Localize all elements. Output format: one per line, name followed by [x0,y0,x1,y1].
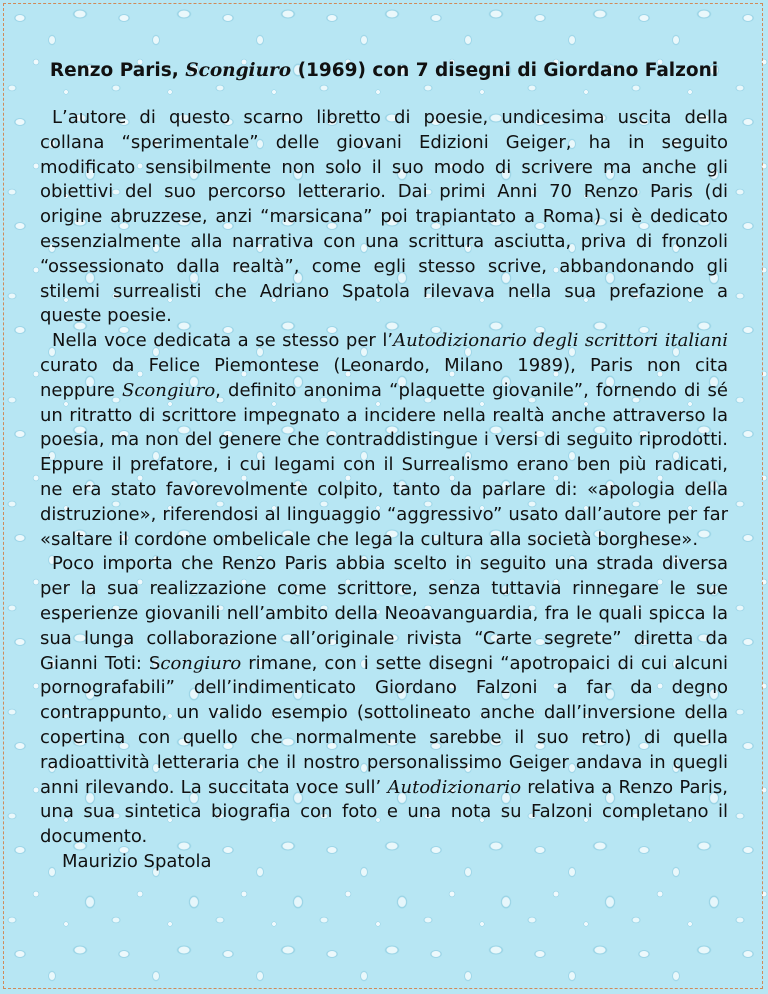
paragraph [40,106,728,329]
text: relativa a Renzo Paris, una sua sintetica biografia con foto e una nota su Falzoni completano il documento. [40,776,728,848]
text: L’autore di questo scarno libretto di poesie, undicesima uscita della collana “sperimentale” delle giovani Edizioni Geiger, ha in seguito modificato sensibilmente non solo il suo modo di scrivere ma anche gli obiettivi del suo percorso letterario. Dai primi Anni 70 Renzo Paris (di origine abruzzese, anzi “marsicana” poi trapiantato a Roma) si è dedicato essenzialmente alla narrativa con una scrittura asciutta, priva di fronzoli “ossessionato dalla realtà”, come egli stesso scrive, abbandonando gli stilemi surrealisti che Adriano Spatola rilevava nella sua prefazione a queste poesie. [40,107,728,327]
italic-text: Scongiuro [122,379,216,401]
document [40,44,728,875]
italic-text: congiuro [160,652,242,674]
document-body [40,106,728,850]
italic-text: Autodizionario degli scrittori italiani [393,330,729,352]
title-rest: (1969) con 7 disegni di Giordano Falzoni [291,60,719,81]
title-work: Scongiuro [185,60,292,81]
title-author: Renzo Paris, [49,60,186,81]
text: curato da Felice Piemontese (Leonardo, Milano 1989), Paris non cita neppure [40,354,728,401]
paragraph [40,329,728,552]
text: rimane, con i sette disegni “apotropaici di cui alcuni pornografabili” dell’indimenticato Giordano Falzoni a far da degno contrappunto, un valido esempio (sottolineato anche dall’inversione della copertina con quello che normalmente sarebbe il suo retro) di quella radioattività letteraria che il nostro personalissimo Geiger andava in quegli anni rilevando. La succitata voce sull’ [40,652,728,798]
paragraph [40,552,728,850]
text: Poco importa che Renzo Paris abbia scelto in seguito una strada diversa per la sua realizzazione come scrittore, senza tuttavia rinnegare le sue esperienze giovanili nell’ambito della Neoavanguardia, fra le quali spicca la sua lunga collaborazione all’originale rivista “Carte segrete” diretta da Gianni Toti: S [40,553,728,674]
text: , definito anonima “plaquette giovanile”, fornendo di sé un ritratto di scrittore impegnato a incidere nella realtà anche attraverso la poesia, ma non del genere che contraddistingue i versi di seguito riprodotti. Eppure il prefatore, i cui legami con il Surrealismo erano ben più radicati, ne era stato favorevolmente colpito, tanto da parlare di: «apologia della distruzione», riferendosi al linguaggio “aggressivo” usato dall’autore per far «saltare il cordone ombelicale che lega la cultura alla società borghese». [40,379,728,550]
italic-text: Autodizionario [387,776,522,798]
signature: Maurizio Spatola [62,850,212,872]
document-title [40,58,728,84]
text: Nella voce dedicata a se stesso per l’ [52,330,394,352]
